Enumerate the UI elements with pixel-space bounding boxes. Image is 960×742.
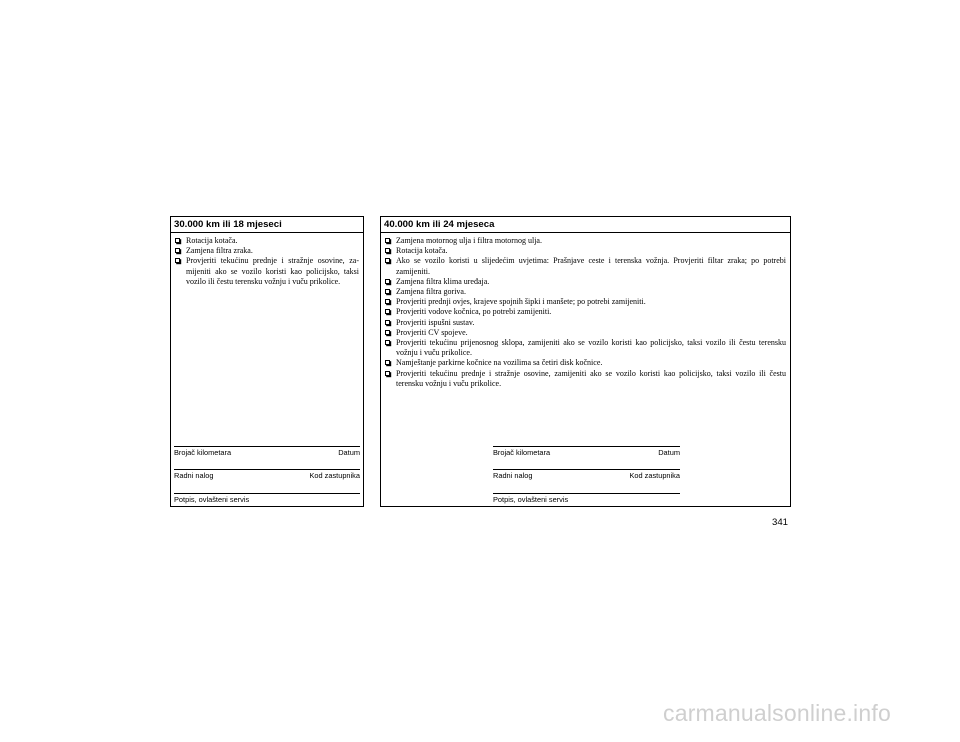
dealer-code-label: Kod zastupnika	[309, 471, 360, 480]
box-title: 30.000 km ili 18 mjeseci	[174, 219, 282, 230]
signature-line-odometer	[174, 446, 360, 459]
checkbox-icon	[385, 340, 390, 345]
checkbox-icon	[385, 371, 390, 376]
checklist-item: Zamjena filtra zraka.	[175, 246, 359, 256]
checkbox-icon	[385, 258, 390, 263]
checkbox-icon	[385, 248, 390, 253]
checklist-item: Provjeriti CV spojeve.	[385, 328, 786, 338]
checklist-item: Rotacija kotača.	[385, 246, 786, 256]
maintenance-box-30000km	[170, 216, 364, 507]
checkbox-icon	[385, 360, 390, 365]
checklist-item: Provjeriti tekućinu prednje i stražnje osovine, zamijeniti ako se vozilo koristi kao policijsko, taksi vozilo ili čestu terensku vožnju i vuču prikolice.	[385, 369, 786, 389]
odometer-label: Brojač kilometara	[493, 448, 551, 457]
title-divider	[381, 232, 790, 233]
checklist-item: Zamjena motornog ulja i filtra motornog ulja.	[385, 236, 786, 246]
title-divider	[171, 232, 363, 233]
signature-line-work-order	[493, 469, 680, 482]
date-label: Datum	[658, 448, 680, 457]
work-order-label: Radni nalog	[493, 471, 533, 480]
signature-line-service	[493, 493, 680, 506]
checkbox-icon	[175, 258, 180, 263]
checklist-item: Provjeriti vodove kočnica, po potrebi zamijeniti.	[385, 307, 786, 317]
signature-line-service	[174, 493, 360, 506]
checkbox-icon	[385, 289, 390, 294]
checklist-item: Rotacija kotača.	[175, 236, 359, 246]
checkbox-icon	[175, 248, 180, 253]
checklist-item: Provjeriti prednji ovjes, krajeve spojnih šipki i manšete; po potrebi zamijeniti.	[385, 297, 786, 307]
checkbox-icon	[385, 320, 390, 325]
page-number: 341	[772, 517, 789, 528]
checkbox-icon	[175, 238, 180, 243]
checkbox-icon	[385, 299, 390, 304]
checklist-item: Provjeriti ispušni sustav.	[385, 318, 786, 328]
service-signature-label: Potpis, ovlašteni servis	[493, 495, 569, 504]
checklist-item: Zamjena filtra klima uređaja.	[385, 277, 786, 287]
checkbox-icon	[385, 238, 390, 243]
maintenance-box-40000km	[380, 216, 791, 507]
odometer-label: Brojač kilometara	[174, 448, 232, 457]
box-title: 40.000 km ili 24 mjeseca	[384, 219, 495, 230]
checklist	[175, 236, 359, 287]
checklist-item: Provjeriti tekućinu prednje i stražnje osovine, za-mijeniti ako se vozilo koristi kao policijsko, taksi vozilo ili čestu terensku vožnju i vuču prikolice.	[175, 256, 359, 287]
checklist	[385, 236, 786, 389]
signature-line-work-order	[174, 469, 360, 482]
dealer-code-label: Kod zastupnika	[629, 471, 680, 480]
checklist-item: Zamjena filtra goriva.	[385, 287, 786, 297]
work-order-label: Radni nalog	[174, 471, 214, 480]
checklist-item: Provjeriti tekućinu prijenosnog sklopa, zamijeniti ako se vozilo koristi kao policijsko, taksi vozilo ili čestu terensku vožnju i vuču prikolice.	[385, 338, 786, 358]
date-label: Datum	[338, 448, 360, 457]
checkbox-icon	[385, 279, 390, 284]
service-signature-label: Potpis, ovlašteni servis	[174, 495, 250, 504]
checklist-item: Ako se vozilo koristi u slijedećim uvjetima: Prašnjave ceste i terenska vožnja. Provjeriti filtar zraka; po potrebi zamijeniti.	[385, 256, 786, 276]
signature-line-odometer	[493, 446, 680, 459]
watermark: carmanualsonline.info	[663, 700, 891, 726]
checkbox-icon	[385, 309, 390, 314]
checkbox-icon	[385, 330, 390, 335]
checklist-item: Namještanje parkirne kočnice na vozilima sa četiri disk kočnice.	[385, 358, 786, 368]
